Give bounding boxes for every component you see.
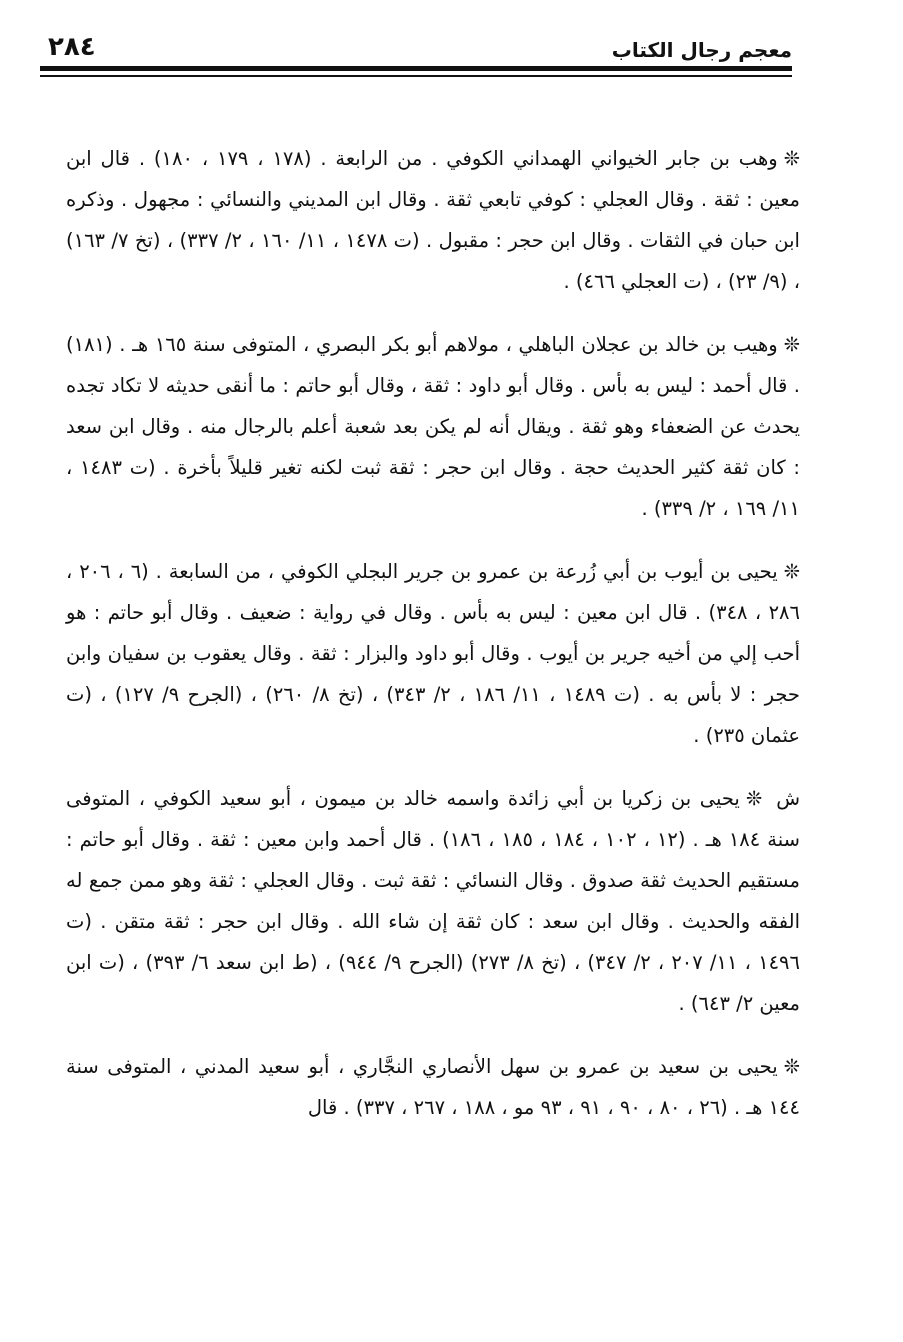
- page-body: [66, 138, 800, 1150]
- entry-wahb-ibn-jabir: [66, 138, 800, 302]
- header-rule-thick: [40, 66, 792, 71]
- entry-marker-icon: ❊: [745, 787, 763, 810]
- entry-prefix: ش: [776, 787, 800, 810]
- entry-marker-icon: ❊: [783, 1055, 800, 1078]
- entry-yahya-ibn-said: [66, 1046, 800, 1128]
- entry-wuhayb-ibn-khalid: [66, 324, 800, 529]
- page-number: ٢٨٤: [48, 32, 96, 62]
- entry-text: يحيى بن زكريا بن أبي زائدة واسمه خالد بن ميمون ، أبو سعيد الكوفي ، المتوفى سنة ١٨٤ هـ . (١٢ ، ١٠٢ ، ١٨٤ ، ١٨٥ ، ١٨٦) . قال أحمد وابن معين : ثقة . وقال أبو حاتم : مستقيم الحديث ثقة صدوق . وقال النسائي : ثقة ثبت . وقال العجلي : ثقة وهو ممن جمع له الفقه والحديث . وقال ابن سعد : كان ثقة إن شاء الله . وقال ابن حجر : ثقة متقن . (ت ١٤٩٦ ، ١١/ ٢٠٧ ، ٢/ ٣٤٧) ، (تخ ٨/ ٢٧٣) (الجرح ٩/ ٩٤٤) ، (ط ابن سعد ٦/ ٣٩٣) ، (ت ابن معين ٢/ ٦٤٣) .: [66, 787, 800, 1015]
- entry-yahya-ibn-ayyub: [66, 551, 800, 756]
- entry-marker-icon: ❊: [783, 147, 800, 170]
- entry-text: يحيى بن أيوب بن أبي زُرعة بن عمرو بن جرير البجلي الكوفي ، من السابعة . (٦ ، ٢٠٦ ، ٢٨٦ ، ٣٤٨) . قال ابن معين : ليس به بأس . وقال في رواية : ضعيف . وقال أبو حاتم : هو أحب إلي من أخيه جرير بن أيوب . وقال أبو داود والبزار : ثقة . وقال يعقوب بن سفيان وابن حجر : لا بأس به . (ت ١٤٨٩ ، ١١/ ١٨٦ ، ٢/ ٣٤٣) ، (تخ ٨/ ٢٦٠) ، (الجرح ٩/ ١٢٧) ، (ت عثمان ٢٣٥) .: [66, 560, 800, 747]
- entry-marker-icon: ❊: [783, 333, 800, 356]
- entry-text: وهيب بن خالد بن عجلان الباهلي ، مولاهم أبو بكر البصري ، المتوفى سنة ١٦٥ هـ . (١٨١) . قال أحمد : ليس به بأس . وقال أبو داود : ثقة ، وقال أبو حاتم : ما أنقى حديثه لا تكاد تجده يحدث عن الضعفاء وهو ثقة . ويقال أنه لم يكن بعد شعبة أعلم بالرجال منه . وقال ابن سعد : كان ثقة كثير الحديث حجة . وقال ابن حجر : ثقة ثبت لكنه تغير قليلاً بأخرة . (ت ١٤٨٣ ، ١١/ ١٦٩ ، ٢/ ٣٣٩) .: [66, 333, 800, 520]
- entry-text: وهب بن جابر الخيواني الهمداني الكوفي . من الرابعة . (١٧٨ ، ١٧٩ ، ١٨٠) . قال ابن معين : ثقة . وقال العجلي : كوفي تابعي ثقة . وقال ابن المديني والنسائي : مجهول . وذكره ابن حبان في الثقات . وقال ابن حجر : مقبول . (ت ١٤٧٨ ، ١١/ ١٦٠ ، ٢/ ٣٣٧) ، (تخ ٧/ ١٦٣) ، (٩/ ٢٣) ، (ت العجلي ٤٦٦) .: [66, 147, 800, 293]
- entry-text: يحيى بن سعيد بن عمرو بن سهل الأنصاري النجَّاري ، أبو سعيد المدني ، المتوفى سنة ١٤٤ هـ . (٢٦ ، ٨٠ ، ٩٠ ، ٩١ ، ٩٣ مو ، ١٨٨ ، ٢٦٧ ، ٣٣٧) . قال: [66, 1055, 800, 1119]
- page-header: [40, 28, 792, 68]
- running-title: معجم رجال الكتاب: [611, 38, 792, 62]
- entry-marker-icon: ❊: [783, 560, 800, 583]
- header-rule-thin: [40, 75, 792, 77]
- entry-yahya-ibn-zakariya: [66, 778, 800, 1024]
